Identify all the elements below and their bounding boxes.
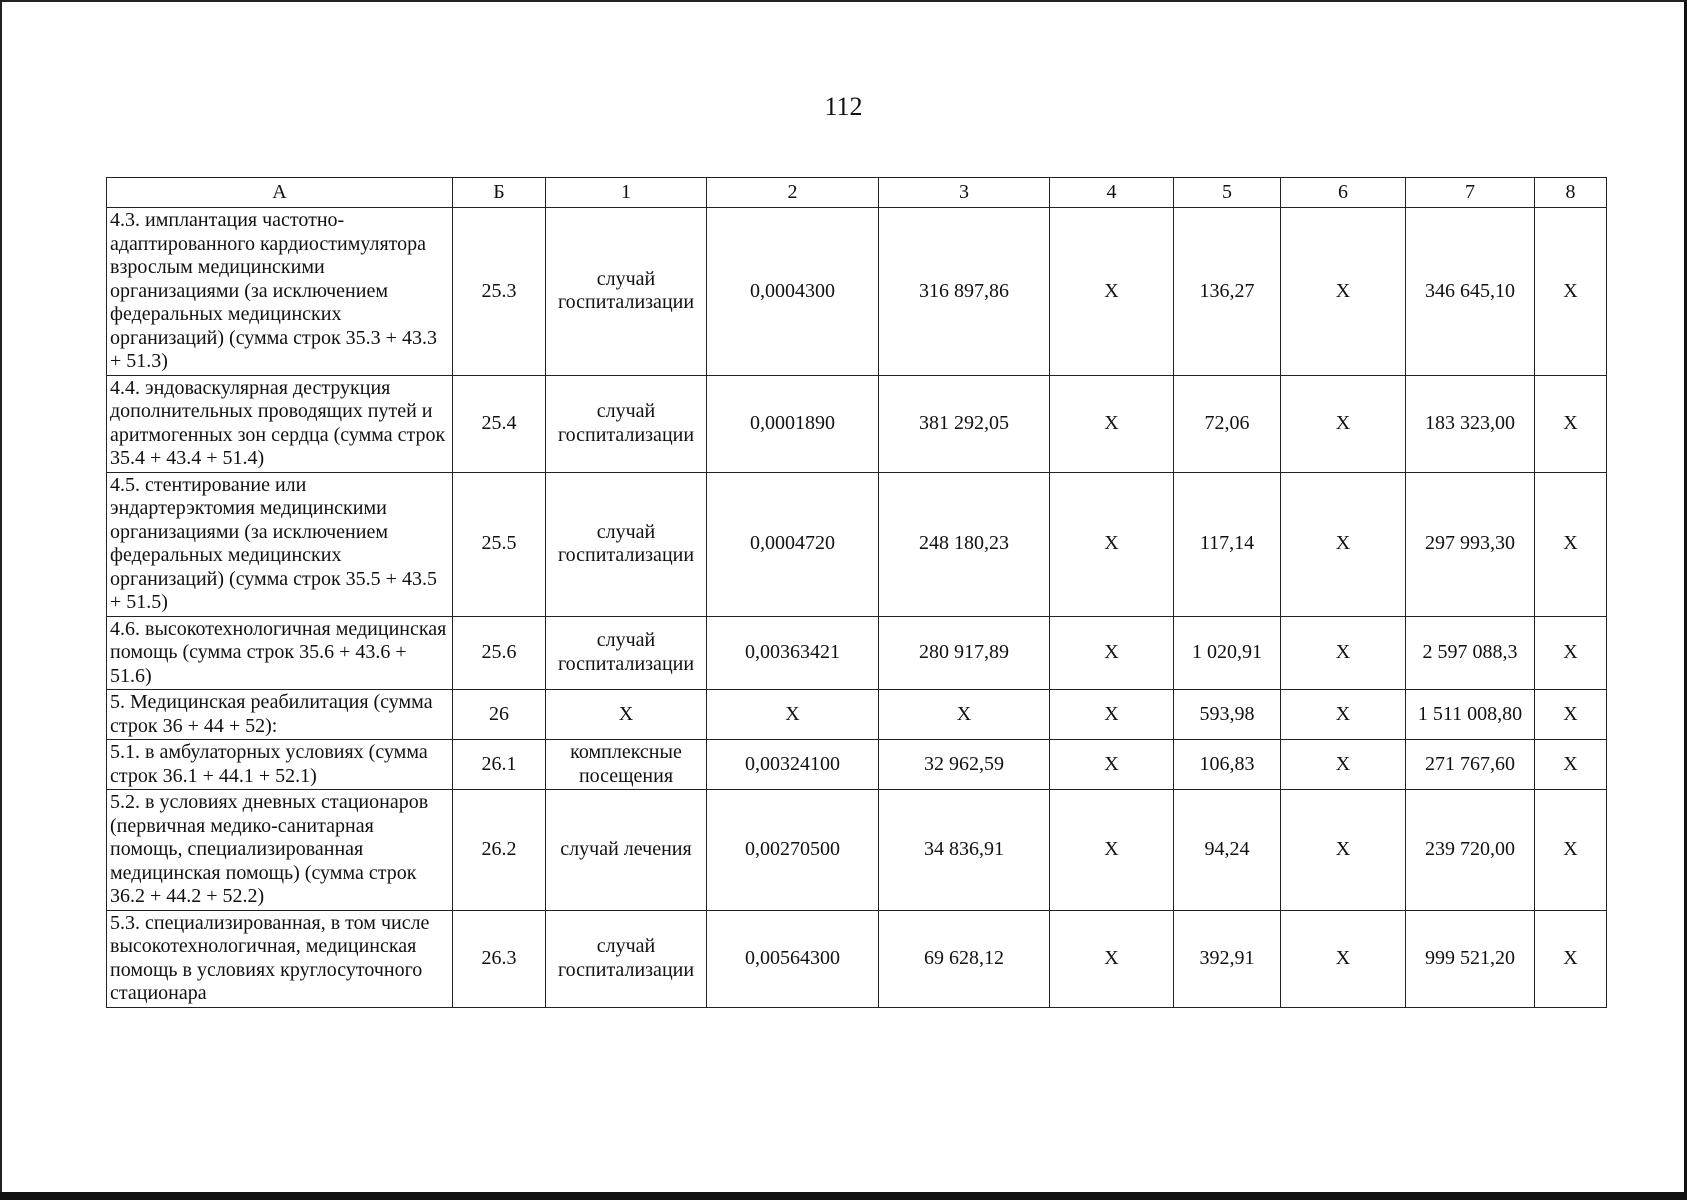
cell-col3: 316 897,86 <box>879 208 1050 376</box>
row-code: 25.6 <box>453 616 546 690</box>
cell-col5: 593,98 <box>1174 690 1281 740</box>
cell-col8: Х <box>1535 472 1607 616</box>
cell-col4: Х <box>1050 740 1174 790</box>
data-table <box>106 177 1607 1008</box>
cell-col7: 2 597 088,3 <box>1406 616 1535 690</box>
cell-col7: 239 720,00 <box>1406 790 1535 911</box>
cell-col6: Х <box>1281 375 1406 472</box>
header-row <box>107 178 1607 208</box>
cell-col6: Х <box>1281 616 1406 690</box>
cell-col4: Х <box>1050 472 1174 616</box>
header-cell: 6 <box>1281 178 1406 208</box>
cell-col5: 72,06 <box>1174 375 1281 472</box>
row-code: 25.5 <box>453 472 546 616</box>
cell-col3: 69 628,12 <box>879 910 1050 1007</box>
row-name: 5.1. в амбулаторных условиях (сумма строк 36.1 + 44.1 + 52.1) <box>107 740 453 790</box>
header-cell: 1 <box>546 178 707 208</box>
header-cell: Б <box>453 178 546 208</box>
cell-col8: Х <box>1535 690 1607 740</box>
table-row <box>107 208 1607 376</box>
cell-col6: Х <box>1281 910 1406 1007</box>
cell-col6: Х <box>1281 790 1406 911</box>
cell-col7: 297 993,30 <box>1406 472 1535 616</box>
cell-col6: Х <box>1281 740 1406 790</box>
cell-col2: Х <box>707 690 879 740</box>
cell-col5: 136,27 <box>1174 208 1281 376</box>
row-unit: комплексные посещения <box>546 740 707 790</box>
cell-col7: 1 511 008,80 <box>1406 690 1535 740</box>
cell-col7: 271 767,60 <box>1406 740 1535 790</box>
cell-col2: 0,0004300 <box>707 208 879 376</box>
cell-col4: Х <box>1050 375 1174 472</box>
cell-col3: 34 836,91 <box>879 790 1050 911</box>
row-name: 5. Медицинская реабилитация (сумма строк 36 + 44 + 52): <box>107 690 453 740</box>
cell-col7: 346 645,10 <box>1406 208 1535 376</box>
cell-col4: Х <box>1050 208 1174 376</box>
row-name: 4.5. стентирование или эндартерэктомия медицинскими организациями (за исключением федеральных медицинских организаций) (сумма строк 35.5 + 43.5 + 51.5) <box>107 472 453 616</box>
cell-col2: 0,00270500 <box>707 790 879 911</box>
cell-col6: Х <box>1281 472 1406 616</box>
table-row <box>107 740 1607 790</box>
cell-col5: 106,83 <box>1174 740 1281 790</box>
row-unit: случай госпитализации <box>546 910 707 1007</box>
row-code: 26.3 <box>453 910 546 1007</box>
header-cell: 5 <box>1174 178 1281 208</box>
cell-col8: Х <box>1535 375 1607 472</box>
cell-col3: 32 962,59 <box>879 740 1050 790</box>
cell-col8: Х <box>1535 740 1607 790</box>
cell-col6: Х <box>1281 208 1406 376</box>
cell-col7: 183 323,00 <box>1406 375 1535 472</box>
row-unit: случай госпитализации <box>546 472 707 616</box>
row-name: 4.4. эндоваскулярная деструкция дополнительных проводящих путей и аритмогенных зон сердца (сумма строк 35.4 + 43.4 + 51.4) <box>107 375 453 472</box>
row-name: 5.2. в условиях дневных стационаров (первичная медико-санитарная помощь, специализированная медицинская помощь) (сумма строк 36.2 + 44.2 + 52.2) <box>107 790 453 911</box>
row-name: 4.3. имплантация частотно-адаптированного кардиостимулятора взрослым медицинскими организациями (за исключением федеральных медицинских организаций) (сумма строк 35.3 + 43.3 + 51.3) <box>107 208 453 376</box>
cell-col3: 248 180,23 <box>879 472 1050 616</box>
row-code: 26.2 <box>453 790 546 911</box>
row-unit: случай госпитализации <box>546 375 707 472</box>
cell-col8: Х <box>1535 616 1607 690</box>
table-row <box>107 616 1607 690</box>
row-unit: Х <box>546 690 707 740</box>
row-code: 26 <box>453 690 546 740</box>
table-row <box>107 790 1607 911</box>
cell-col8: Х <box>1535 910 1607 1007</box>
cell-col4: Х <box>1050 690 1174 740</box>
cell-col5: 392,91 <box>1174 910 1281 1007</box>
cell-col3: 280 917,89 <box>879 616 1050 690</box>
cell-col5: 117,14 <box>1174 472 1281 616</box>
header-cell: 7 <box>1406 178 1535 208</box>
cell-col6: Х <box>1281 690 1406 740</box>
header-cell: 8 <box>1535 178 1607 208</box>
row-code: 26.1 <box>453 740 546 790</box>
cell-col5: 1 020,91 <box>1174 616 1281 690</box>
cell-col2: 0,0001890 <box>707 375 879 472</box>
cell-col4: Х <box>1050 910 1174 1007</box>
table-row <box>107 690 1607 740</box>
row-unit: случай госпитализации <box>546 616 707 690</box>
cell-col4: Х <box>1050 616 1174 690</box>
cell-col2: 0,00564300 <box>707 910 879 1007</box>
scan-bottom-edge <box>0 1192 1687 1200</box>
cell-col3: 381 292,05 <box>879 375 1050 472</box>
cell-col8: Х <box>1535 790 1607 911</box>
page-number: 112 <box>824 92 863 121</box>
header-cell: А <box>107 178 453 208</box>
row-unit: случай лечения <box>546 790 707 911</box>
row-code: 25.4 <box>453 375 546 472</box>
cell-col2: 0,00324100 <box>707 740 879 790</box>
row-code: 25.3 <box>453 208 546 376</box>
table-row <box>107 375 1607 472</box>
cell-col8: Х <box>1535 208 1607 376</box>
header-cell: 4 <box>1050 178 1174 208</box>
row-name: 5.3. специализированная, в том числе высокотехнологичная, медицинская помощь в условиях круглосуточного стационара <box>107 910 453 1007</box>
cell-col5: 94,24 <box>1174 790 1281 911</box>
cell-col2: 0,0004720 <box>707 472 879 616</box>
cell-col2: 0,00363421 <box>707 616 879 690</box>
cell-col7: 999 521,20 <box>1406 910 1535 1007</box>
header-cell: 3 <box>879 178 1050 208</box>
header-cell: 2 <box>707 178 879 208</box>
row-unit: случай госпитализации <box>546 208 707 376</box>
cell-col4: Х <box>1050 790 1174 911</box>
row-name: 4.6. высокотехнологичная медицинская помощь (сумма строк 35.6 + 43.6 + 51.6) <box>107 616 453 690</box>
cell-col3: Х <box>879 690 1050 740</box>
table-row <box>107 472 1607 616</box>
table-row <box>107 910 1607 1007</box>
